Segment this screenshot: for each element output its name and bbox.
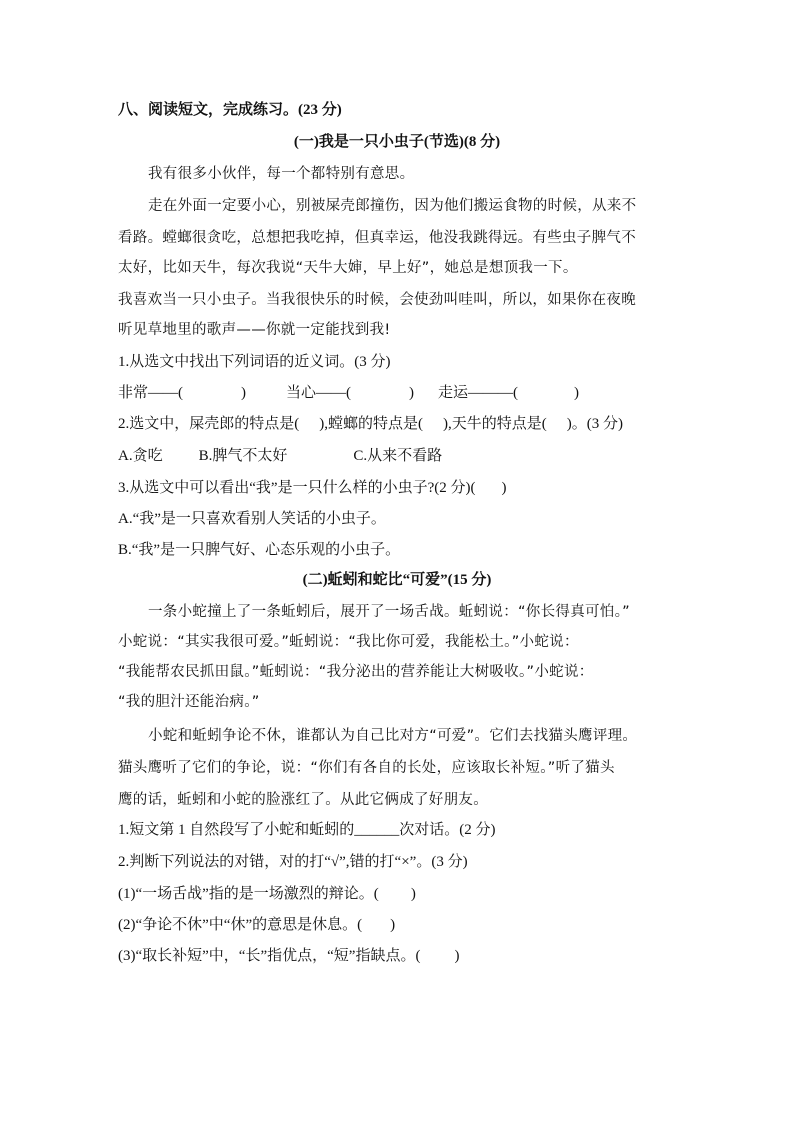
part1-paragraph-line: 我有很多小伙伴，每一个都特别有意思。 bbox=[148, 166, 415, 182]
part1-paragraph-line: 我喜欢当一只小虫子。当我很快乐的时候，会使劲叫哇叫，所以，如果你在夜晚 bbox=[118, 292, 636, 308]
part2-paragraph-line: 小蛇说：“其实我很可爱。”蚯蚓说：“我比你可爱，我能松土。”小蛇说： bbox=[118, 634, 579, 650]
q3-stem-close: ) bbox=[501, 480, 507, 496]
part2-paragraph-line: “我能帮农民抓田鼠。”蚯蚓说：“我分泌出的营养能让大树吸收。”小蛇说： bbox=[118, 664, 594, 680]
judge-item-text: (2)“争论不休”中“休”的意思是休息。( bbox=[118, 917, 363, 933]
judge-item-3 bbox=[118, 946, 459, 966]
part2-paragraph-line: 小蛇和蚯蚓争论不休，谁都认为自己比对方“可爱”。它们去找猫头鹰评理。 bbox=[148, 728, 638, 744]
section-title: 八、阅读短文，完成练习。(23 分) bbox=[118, 102, 342, 118]
part2-paragraph-line: 鹰的话，蚯蚓和小蛇的脸涨红了。从此它俩成了好朋友。 bbox=[118, 792, 488, 808]
part2-paragraph-line: 一条小蛇撞上了一条蚯蚓后，展开了一场舌战。蚯蚓说：“你长得真可怕。” bbox=[148, 604, 630, 620]
q2-option-a: A.贪吃 bbox=[118, 448, 163, 464]
q1-item-very: 非常——( bbox=[118, 385, 183, 401]
judge-item-close: ) bbox=[410, 886, 416, 902]
q3-option-b: B.“我”是一只脾气好、心态乐观的小虫子。 bbox=[118, 542, 401, 558]
q1-item-careful: 当心——( bbox=[286, 385, 351, 401]
p2-q1-stem: 1.短文第 1 自然段写了小蛇和蚯蚓的 bbox=[118, 822, 355, 838]
p2-q1-blank[interactable]: ______ bbox=[354, 822, 400, 838]
part1-question-3 bbox=[118, 478, 506, 498]
p2-q1-stem-end: 次对话。(2 分) bbox=[399, 822, 496, 838]
q3-option-a: A.“我”是一只喜欢看别人笑话的小虫子。 bbox=[118, 511, 386, 527]
q2-stem-part: 2.选文中，屎壳郎的特点是( bbox=[118, 416, 300, 432]
judge-item-text: (1)“一场舌战”指的是一场激烈的辩论。( bbox=[118, 886, 379, 902]
q2-stem-part: ),天牛的特点是( bbox=[443, 416, 547, 432]
part1-paragraph-line: 走在外面一定要小心，别被屎壳郎撞伤，因为他们搬运食物的时候，从来不 bbox=[148, 198, 637, 214]
part1-question-2-options bbox=[118, 446, 442, 466]
q2-stem-part: )。(3 分) bbox=[566, 416, 623, 432]
judge-item-2 bbox=[118, 915, 395, 935]
part2-paragraph-line: 猫头鹰听了它们的争论，说：“你们有各自的长处，应该取长补短。”听了猫头 bbox=[118, 760, 615, 776]
part1-paragraph-line: 听见草地里的歌声——你就一定能找到我! bbox=[118, 322, 391, 338]
part2-question-1 bbox=[118, 820, 496, 840]
q1-item-lucky: 走运———( bbox=[438, 385, 518, 401]
judge-item-close: ) bbox=[454, 948, 460, 964]
part1-paragraph-line: 看路。螳螂很贪吃，总想把我吃掉，但真幸运，他没我跳得远。有些虫子脾气不 bbox=[118, 230, 636, 246]
part1-question-1: 1.从选文中找出下列词语的近义词。(3 分) bbox=[118, 354, 391, 370]
q2-option-b: B.脾气不太好 bbox=[198, 448, 288, 464]
q1-item-very-close: ) bbox=[241, 385, 246, 401]
part2-paragraph-line: “我的胆汁还能治病。” bbox=[118, 694, 260, 710]
q2-option-c: C.从来不看路 bbox=[353, 448, 443, 464]
judge-item-text: (3)“取长补短”中，“长”指优点，“短”指缺点。( bbox=[118, 948, 421, 964]
q1-item-lucky-close: ) bbox=[574, 385, 579, 401]
part1-title: (一)我是一只小虫子(节选)(8 分) bbox=[293, 134, 501, 150]
q1-item-careful-close: ) bbox=[409, 385, 414, 401]
q2-stem-part: ),螳螂的特点是( bbox=[319, 416, 423, 432]
part1-question-2 bbox=[118, 414, 623, 434]
q3-stem: 3.从选文中可以看出“我”是一只什么样的小虫子?(2 分)( bbox=[118, 480, 476, 496]
part1-paragraph-line: 太好，比如天牛，每次我说“天牛大婶，早上好”，她总是想顶我一下。 bbox=[118, 260, 578, 276]
part2-question-2: 2.判断下列说法的对错，对的打“√”,错的打“×”。(3 分) bbox=[118, 854, 468, 870]
part1-question-1-answers bbox=[118, 383, 579, 403]
judge-item-1 bbox=[118, 884, 416, 904]
part2-title: (二)蚯蚓和蛇比“可爱”(15 分) bbox=[302, 572, 492, 588]
judge-item-close: ) bbox=[390, 917, 396, 933]
